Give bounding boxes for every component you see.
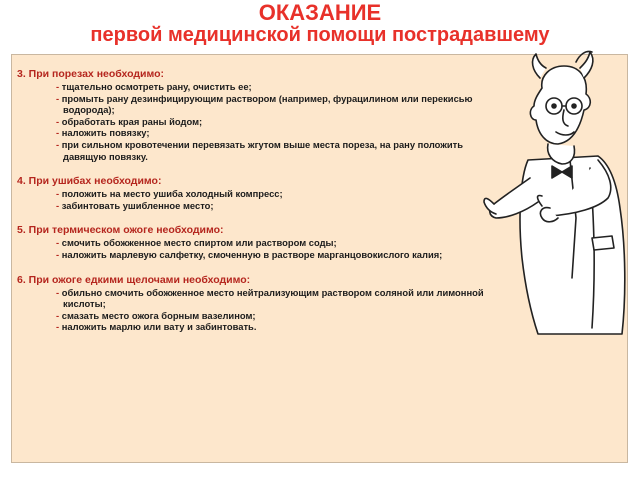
section-cuts: [17, 68, 487, 162]
list-item: - обильно смочить обожженное место нейтрализующим раствором соляной или лимонной кислоты;: [56, 286, 484, 310]
section-thermal-burn: [17, 224, 487, 260]
list-item: - наложить повязку;: [56, 127, 150, 139]
instructions: [17, 68, 487, 346]
list-item: - тщательно осмотреть рану, очистить ее;: [56, 81, 252, 92]
list-item: - наложить марлю или вату и забинтовать.: [56, 321, 257, 333]
section-title: 5. При термическом ожоге необходимо:: [17, 224, 224, 237]
list-item: - наложить марлевую салфетку, смоченную в растворе марганцовокислого калия;: [56, 248, 443, 260]
list-item: - обработать края раны йодом;: [56, 115, 203, 127]
title-line-2: первой медицинской помощи пострадавшему: [90, 24, 550, 46]
section-title: 3. При порезах необходимо:: [17, 68, 165, 80]
list-item: - смочить обожженное место спиртом или раствором соды;: [56, 237, 337, 249]
list-item: - забинтовать ушибленное место;: [56, 199, 214, 211]
page-title: [0, 2, 640, 46]
section-bruises: [17, 175, 487, 211]
section-alkali-burn: [17, 274, 487, 333]
section-title: 6. При ожоге едкими щелочами необходимо:: [17, 273, 251, 286]
list-item: - смазать место ожога борным вазелином;: [56, 309, 256, 321]
list-item: - при сильном кровотечении перевязать жгутом выше места пореза, на рану положить давящую повязку.: [56, 138, 464, 162]
list-item: - промыть рану дезинфицирующим раствором (например, фурацилином или перекисью водорода);: [56, 92, 473, 116]
doctor-scientist-icon: [480, 48, 630, 338]
section-title: 4. При ушибах необходимо:: [17, 175, 162, 188]
title-line-1: ОКАЗАНИЕ: [258, 0, 382, 25]
list-item: - положить на место ушиба холодный компресс;: [56, 188, 283, 200]
